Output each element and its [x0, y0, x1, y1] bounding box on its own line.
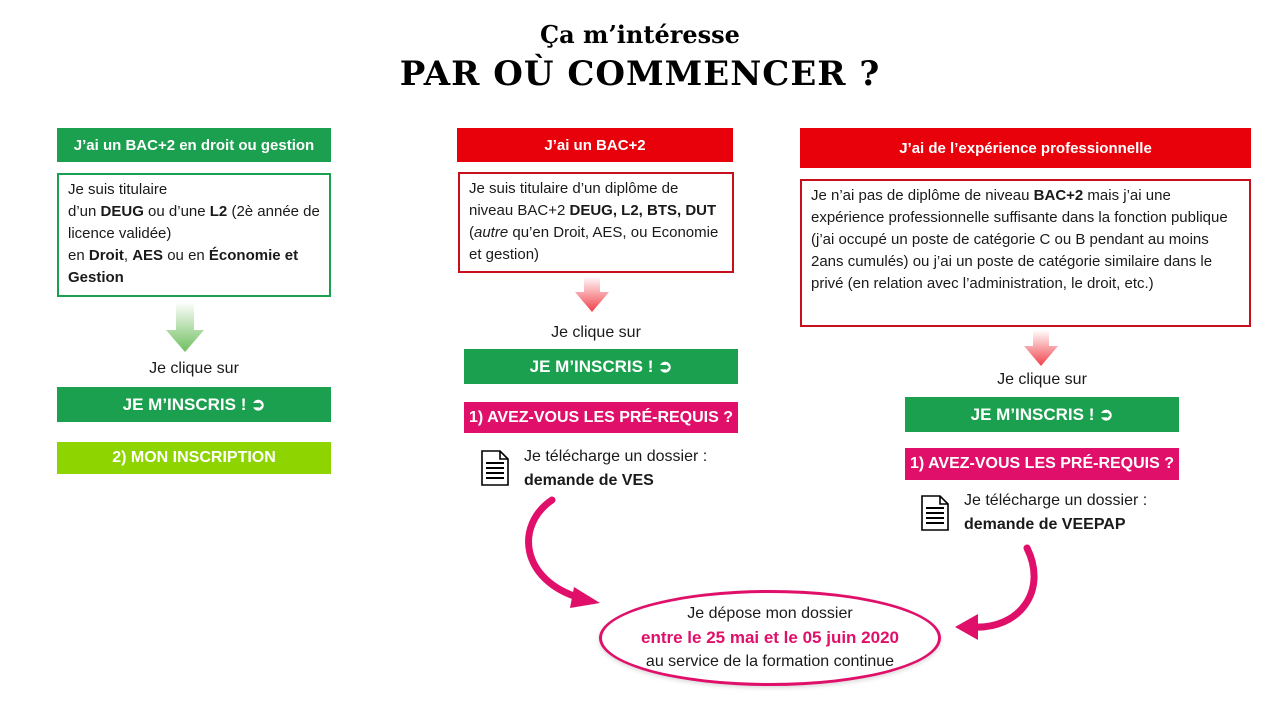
down-arrow-icon — [575, 276, 609, 312]
description-text: qu’en Droit, AES, ou Economie et gestion) — [469, 224, 719, 263]
description-text: , — [123, 247, 133, 264]
description-text: autre — [474, 224, 509, 241]
col3-description — [800, 179, 1251, 327]
deposit-line1: Je dépose mon dossier — [687, 605, 853, 622]
deposit-line3: au service de la formation continue — [645, 653, 895, 670]
description-text: ou en — [163, 247, 209, 264]
description-text: Économie et Gestion — [68, 247, 299, 286]
col2-header: J’ai un BAC+2 — [457, 128, 733, 162]
description-text: ou d’une — [143, 203, 210, 220]
download-link[interactable]: demande de VES — [524, 472, 654, 489]
col1-description — [57, 173, 331, 297]
description-text: Je suis titulaire — [68, 181, 168, 198]
mon-inscription-button[interactable]: 2) MON INSCRIPTION — [57, 442, 331, 474]
col1-inscris-button[interactable]: JE M’INSCRIS ! ➲ — [57, 387, 331, 422]
col2-download-block — [524, 445, 734, 493]
curved-arrow-icon — [972, 548, 1034, 627]
deposit-dates: entre le 25 mai et le 05 juin 2020 — [641, 628, 899, 647]
deposit-ellipse — [599, 590, 941, 686]
description-text: BAC+2 — [1033, 187, 1084, 204]
col3-inscris-button[interactable]: JE M’INSCRIS ! ➲ — [905, 397, 1179, 432]
col3-prereq-button[interactable]: 1) AVEZ-VOUS LES PRÉ-REQUIS ? — [905, 448, 1179, 480]
col2-description — [458, 172, 734, 273]
description-text: mais j’ai une expérience professionnelle suffisante dans la fonction publique (j’ai occupé un poste de catégorie C ou B pendant au moins 2ans cumulés) ou j’ai un poste de catégorie similaire dans le privé (en relation avec l’administration, le droit, etc.) — [811, 187, 1228, 292]
col3-document-icon[interactable] — [921, 495, 949, 531]
description-text: DEUG, L2, BTS, DUT — [569, 202, 717, 219]
down-arrow-icon — [166, 302, 204, 352]
curved-arrow-icon — [529, 500, 580, 598]
download-text: Je télécharge un dossier : — [964, 492, 1148, 509]
description-text: Droit — [88, 247, 124, 264]
description-text: ( — [469, 224, 474, 241]
down-arrow-icon — [1024, 330, 1058, 366]
description-text: en — [68, 247, 89, 264]
col3-click-label: Je clique sur — [997, 371, 1087, 388]
description-text: d’un — [68, 203, 101, 220]
col1-header: J’ai un BAC+2 en droit ou gestion — [57, 128, 331, 162]
download-text: Je télécharge un dossier : — [524, 448, 708, 465]
description-text: L2 — [209, 203, 228, 220]
document-icon — [921, 495, 949, 531]
col3-header: J’ai de l’expérience professionnelle — [800, 128, 1251, 168]
page-title: PAR OÙ COMMENCER ? — [399, 54, 881, 94]
description-text: Je n’ai pas de diplôme de niveau — [811, 187, 1034, 204]
col1-click-label: Je clique sur — [149, 360, 239, 377]
download-link[interactable]: demande de VEEPAP — [964, 516, 1126, 533]
description-text: (2è année de licence validée) — [68, 203, 320, 242]
description-text: Je suis titulaire d’un diplôme de niveau BAC+2 — [469, 180, 679, 219]
col2-document-icon[interactable] — [481, 450, 509, 486]
description-text: AES — [132, 247, 164, 264]
col3-download-block — [964, 489, 1194, 537]
col2-prereq-button[interactable]: 1) AVEZ-VOUS LES PRÉ-REQUIS ? — [464, 402, 738, 433]
col2-click-label: Je clique sur — [551, 324, 641, 341]
description-text: DEUG — [100, 203, 144, 220]
subtitle: Ça m’intéresse — [540, 20, 740, 49]
document-icon — [481, 450, 509, 486]
col2-inscris-button[interactable]: JE M’INSCRIS ! ➲ — [464, 349, 738, 384]
